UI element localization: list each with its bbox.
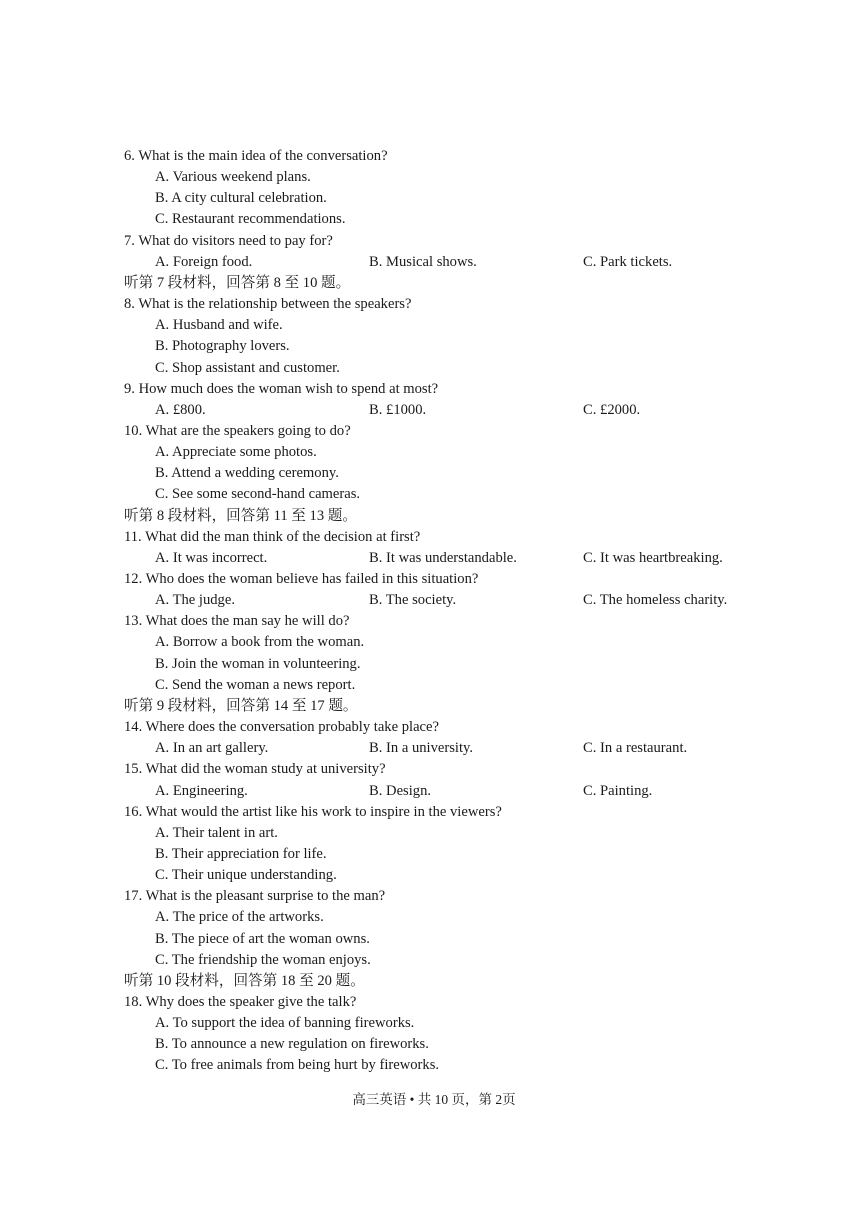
answer-option: C. £2000. (583, 401, 641, 418)
section-instruction: 听第 8 段材料，回答第 11 至 13 题。 (124, 507, 357, 524)
question-stem: 11. What did the man think of the decision at first? (124, 528, 421, 545)
answer-option: B. £1000. (369, 401, 427, 418)
answer-option: C. See some second-hand cameras. (155, 486, 361, 503)
answer-option: B. Photography lovers. (155, 338, 290, 355)
question-stem: 18. Why does the speaker give the talk? (124, 994, 357, 1010)
answer-option: A. Engineering. (155, 782, 248, 799)
answer-option: B. Their appreciation for life. (155, 845, 327, 862)
answer-option: B. It was understandable. (369, 549, 517, 566)
answer-option: A. The price of the artworks. (155, 909, 324, 926)
answer-option: B. The society. (369, 592, 457, 609)
question-stem: 8. What is the relationship between the speakers? (124, 296, 412, 313)
answer-option: A. It was incorrect. (155, 549, 268, 566)
answer-option: C. To free animals from being hurt by fireworks. (155, 1057, 440, 1074)
answer-option: A. Foreign food. (155, 253, 253, 270)
answer-option: C. Painting. (583, 782, 653, 799)
answer-option: A. Various weekend plans. (155, 169, 311, 186)
answer-option: B. In a university. (369, 740, 474, 757)
answer-option: A. To support the idea of banning fireworks. (155, 1015, 415, 1032)
answer-option: C. Restaurant recommendations. (155, 211, 346, 228)
question-stem: 13. What does the man say he will do? (124, 613, 350, 630)
question-stem: 7. What do visitors need to pay for? (124, 232, 333, 249)
answer-option: A. Appreciate some photos. (155, 444, 317, 461)
question-stem: 10. What are the speakers going to do? (124, 422, 351, 439)
question-stem: 14. Where does the conversation probably take place? (124, 719, 439, 736)
answer-option: B. Attend a wedding ceremony. (155, 465, 339, 482)
answer-option: C. It was heartbreaking. (583, 549, 723, 566)
answer-option: C. Shop assistant and customer. (155, 359, 340, 376)
answer-option: C. The friendship the woman enjoys. (155, 951, 371, 968)
question-stem: 17. What is the pleasant surprise to the man? (124, 888, 386, 905)
answer-option: A. Borrow a book from the woman. (155, 634, 365, 651)
question-stem: 16. What would the artist like his work to inspire in the viewers? (124, 803, 502, 820)
answer-option: A. In an art gallery. (155, 740, 269, 757)
answer-option: B. The piece of art the woman owns. (155, 930, 370, 947)
answer-option: C. Send the woman a news report. (155, 676, 356, 693)
answer-option: B. To announce a new regulation on fireworks. (155, 1036, 429, 1053)
question-stem: 9. How much does the woman wish to spend at most? (124, 380, 439, 397)
answer-option: C. Park tickets. (583, 253, 673, 270)
answer-option: B. Musical shows. (369, 253, 477, 270)
answer-option: B. Design. (369, 782, 432, 799)
question-stem: 6. What is the main idea of the conversation? (124, 148, 388, 164)
answer-option: A. Their talent in art. (155, 824, 278, 841)
section-instruction: 听第 10 段材料，回答第 18 至 20 题。 (124, 972, 365, 989)
page-footer: 高三英语 • 共 10 页，第 2页 (352, 1092, 516, 1107)
question-stem: 12. Who does the woman believe has failed in this situation? (124, 571, 479, 587)
answer-option: C. Their unique understanding. (155, 867, 337, 884)
section-instruction: 听第 9 段材料，回答第 14 至 17 题。 (124, 697, 358, 714)
answer-option: C. In a restaurant. (583, 740, 688, 757)
question-stem: 15. What did the woman study at university? (124, 761, 386, 778)
answer-option: A. £800. (155, 401, 206, 418)
answer-option: A. The judge. (155, 592, 235, 609)
answer-option: B. Join the woman in volunteering. (155, 655, 361, 672)
answer-option: C. The homeless charity. (583, 592, 728, 609)
answer-option: B. A city cultural celebration. (155, 190, 327, 207)
section-instruction: 听第 7 段材料，回答第 8 至 10 题。 (124, 274, 351, 291)
answer-option: A. Husband and wife. (155, 317, 283, 334)
